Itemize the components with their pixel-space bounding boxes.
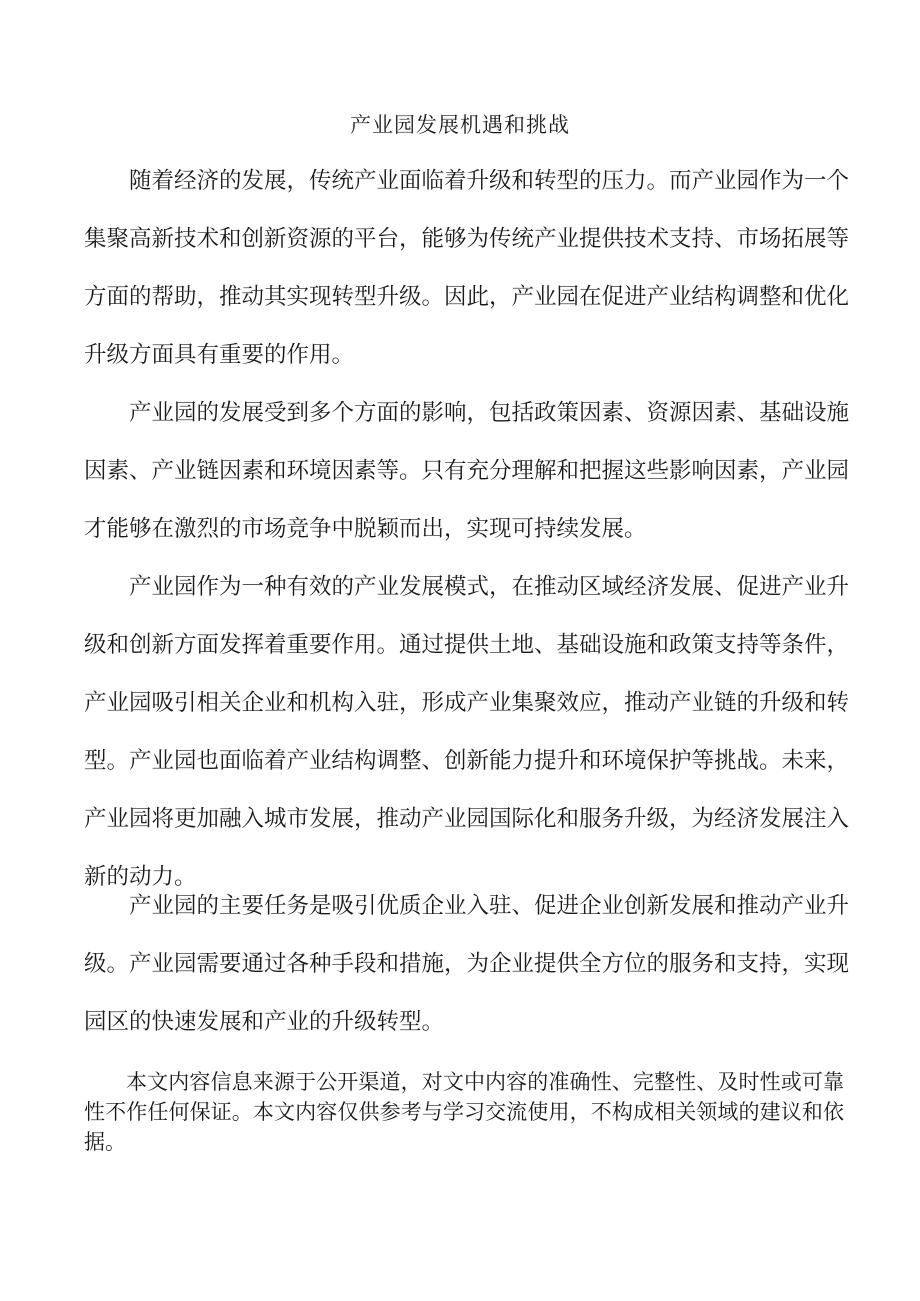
paragraph-development-model: 产业园作为一种有效的产业发展模式，在推动区域经济发展、促进产业升级和创新方面发挥着重要作用。通过提供土地、基础设施和政策支持等条件，产业园吸引相关企业和机构入驻，形成产业集聚效应，推动产业链的升级和转型。产业园也面临着产业结构调整、创新能力提升和环境保护等挑战。未来，产业园将更加融入城市发展，推动产业园国际化和服务升级，为经济发展注入新的动力。 xyxy=(84,574,850,890)
paragraph-economic-transformation: 随着经济的发展，传统产业面临着升级和转型的压力。而产业园作为一个集聚高新技术和创新资源的平台，能够为传统产业提供技术支持、市场拓展等方面的帮助，推动其实现转型升级。因此，产业园在促进产业结构调整和优化升级方面具有重要的作用。 xyxy=(84,168,850,368)
document-title: 产业园发展机遇和挑战 xyxy=(350,113,570,137)
paragraph-influencing-factors: 产业园的发展受到多个方面的影响，包括政策因素、资源因素、基础设施因素、产业链因素和环境因素等。只有充分理解和把握这些影响因素，产业园才能够在激烈的市场竞争中脱颖而出，实现可持续发展。 xyxy=(84,400,850,542)
disclaimer-text: 本文内容信息来源于公开渠道，对文中内容的准确性、完整性、及时性或可靠性不作任何保证。本文内容仅供参考与学习交流使用，不构成相关领域的建议和依据。 xyxy=(84,1070,844,1154)
paragraph-main-tasks: 产业园的主要任务是吸引优质企业入驻、促进企业创新发展和推动产业升级。产业园需要通过各种手段和措施，为企业提供全方位的服务和支持，实现园区的快速发展和产业的升级转型。 xyxy=(84,893,850,1035)
